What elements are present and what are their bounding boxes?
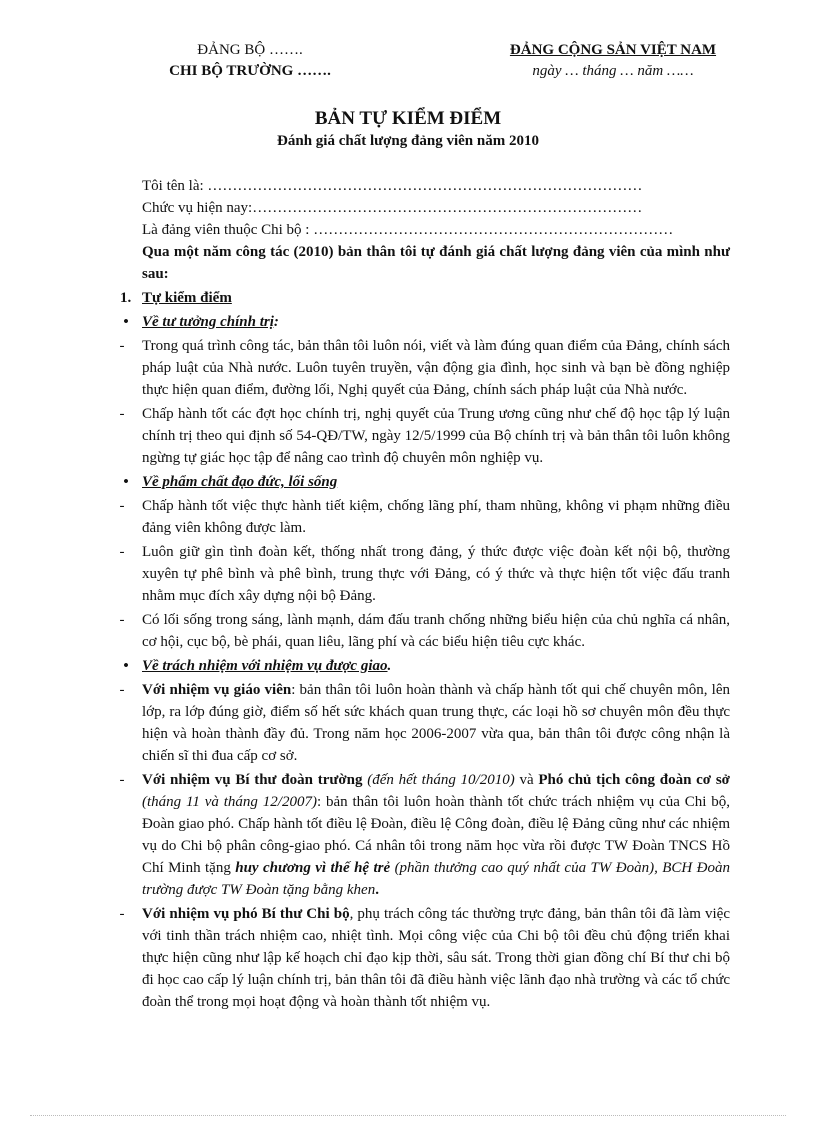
list-item [116, 403, 730, 469]
dash-marker: - [119, 338, 125, 354]
item-text: Chấp hành tốt việc thực hành tiết kiệm, chống lãng phí, tham nhũng, không vi phạm những điều đảng viên không được làm. [142, 498, 730, 536]
list-item [116, 609, 730, 653]
personal-info [116, 175, 730, 241]
section-title: Tự kiểm điểm [142, 290, 232, 306]
list-item [116, 679, 730, 767]
item-lead-note: (đến hết tháng 10/2010) [362, 772, 515, 788]
dash-marker: - [119, 906, 125, 922]
dash-marker: - [119, 682, 125, 698]
document-body [116, 175, 730, 1013]
cell-line: Là đảng viên thuộc Chi bộ : ……………………………………………………………… [142, 222, 674, 238]
item-text: : bản thân tôi luôn hoàn thành tốt chức trách nhiệm vụ của Chi bộ, Đoàn giao phó. Chấp hành tốt điều lệ Đoàn, điều lệ Công đoàn, điều lệ Đảng cũng như các nhiệm vụ do Chi bộ phân công-giao phó. Cá nhân tôi trong năm học vừa rồi được TW Đoàn TNCS Hồ Chí Minh tặng [142, 794, 730, 876]
school-cell-name: CHI BỘ TRƯỜNG ……. [169, 63, 331, 79]
section-number: 1. [120, 290, 132, 306]
dash-marker: - [119, 772, 125, 788]
dash-marker: - [119, 498, 125, 514]
name-line: Tôi tên là: …………………………………………………………………………… [142, 178, 643, 194]
subsection-title: Về trách nhiệm với nhiệm vụ được giao [142, 658, 388, 674]
document-title: BẢN TỰ KIỂM ĐIỂM [314, 108, 502, 129]
award-note: (phần thưởng cao quý nhất của TW Đoàn), BCH Đoàn trường được TW Đoàn tặng bằng khen [142, 860, 730, 898]
subsection-heading [116, 471, 730, 493]
award-name: huy chương vì thế hệ trẻ [235, 860, 391, 876]
dash-marker: - [119, 612, 125, 628]
party-name: ĐẢNG CỘNG SẢN VIỆT NAM [509, 42, 717, 58]
item-text: : bản thân tôi luôn hoàn thành và chấp hành tốt qui chế chuyên môn, lên lớp, ra lớp đúng giờ, điểm số hết sức khách quan trung thực, các loại hồ sơ chuyên môn đều thực hiện và hoàn thành đầy đủ. Trong năm học 2006-2007 vừa qua, bản thân tôi được công nhận là chiến sĩ thi đua cấp cơ sở. [142, 682, 730, 764]
item-text: Có lối sống trong sáng, lành mạnh, dám đấu tranh chống những biểu hiện của chủ nghĩa cá nhân, cơ hội, cục bộ, bè phái, quan liêu, lãng phí và các biểu hiện tiêu cực khác. [142, 612, 730, 650]
list-item [116, 495, 730, 539]
subsection-title: Về tư tưởng chính trị [142, 314, 274, 330]
item-text: Trong quá trình công tác, bản thân tôi luôn nói, viết và làm đúng quan điểm của Đảng, chính sách pháp luật của Nhà nước. Luôn tuyên truyền, vận động gia đình, học sinh và bạn bè đồng nghiệp thực hiện quan điểm, đường lối, Nghị quyết của Đảng, chính sách pháp luật của Nhà nước. [142, 338, 730, 398]
bullet-icon: • [123, 658, 129, 674]
party-committee-header [150, 40, 350, 82]
item-text: Luôn giữ gìn tình đoàn kết, thống nhất trong đảng, ý thức được việc đoàn kết nội bộ, thường xuyên tự phê bình và phê bình, trung thực với Đảng, có ý thức và thực hiện tốt việc đấu tranh nhằm mục đích xây dựng nội bộ Đảng. [142, 544, 730, 604]
dash-marker: - [119, 544, 125, 560]
position-line: Chức vụ hiện nay:…………………………………………………………………… [142, 200, 643, 216]
list-item [116, 903, 730, 1013]
item-lead-secondary: Phó chủ tịch công đoàn cơ sở [538, 772, 730, 788]
section-heading [116, 287, 730, 309]
list-item [116, 541, 730, 607]
subsection-suffix: : [273, 314, 279, 330]
list-item [116, 335, 730, 401]
document-subtitle: Đánh giá chất lượng đảng viên năm 2010 [277, 133, 539, 149]
subsection-title: Về phẩm chất đạo đức, lối sống [142, 474, 338, 490]
item-text: , phụ trách công tác thường trực đảng, bản thân tôi đã làm việc với tinh thần trách nhiệm cao, nhiệt tình. Mọi công việc của Chi bộ tôi đều chủ động triển khai thực hiện cũng như lập kế hoạch chỉ đạo kịp thời, sâu sát. Trong thời gian đồng chí Bí thư chi bộ đi học cao cấp lý luận chính trị, bản thân tôi đã điều hành việc lãnh đạo nhà trường và các tổ chức đoàn thể trong mọi hoạt động và hoàn thành tốt nhiệm vụ. [142, 906, 730, 1010]
item-lead: Với nhiệm vụ giáo viên [142, 682, 292, 698]
date-line: ngày … tháng … năm …… [532, 63, 694, 79]
dash-marker: - [119, 406, 125, 422]
page-bottom-divider [30, 1115, 786, 1116]
national-party-header [478, 40, 748, 82]
item-lead: Với nhiệm vụ phó Bí thư Chi bộ [142, 906, 350, 922]
party-committee-name: ĐẢNG BỘ ……. [197, 42, 303, 58]
subsection-suffix: . [387, 658, 392, 674]
list-item [116, 769, 730, 901]
item-conjunction: và [514, 772, 539, 788]
subsection-heading [116, 311, 730, 333]
bullet-icon: • [123, 314, 129, 330]
item-lead: Với nhiệm vụ Bí thư đoàn trường [142, 772, 363, 788]
item-text: Chấp hành tốt các đợt học chính trị, nghị quyết của Trung ương cũng như chế độ học tập lý luận chính trị theo qui định số 54-QĐ/TW, ngày 12/5/1999 của Bộ chính trị và bản thân tôi luôn không ngừng tự giác học tập để nâng cao trình độ chuyên môn nghiệp vụ. [142, 406, 730, 466]
bullet-icon: • [123, 474, 129, 490]
item-lead-secondary-note: (tháng 11 và tháng 12/2007) [142, 794, 317, 810]
subsection-heading [116, 655, 730, 677]
item-end: . [375, 882, 379, 898]
intro-paragraph: Qua một năm công tác (2010) bản thân tôi tự đánh giá chất lượng đảng viên của mình như sau: [142, 244, 730, 282]
